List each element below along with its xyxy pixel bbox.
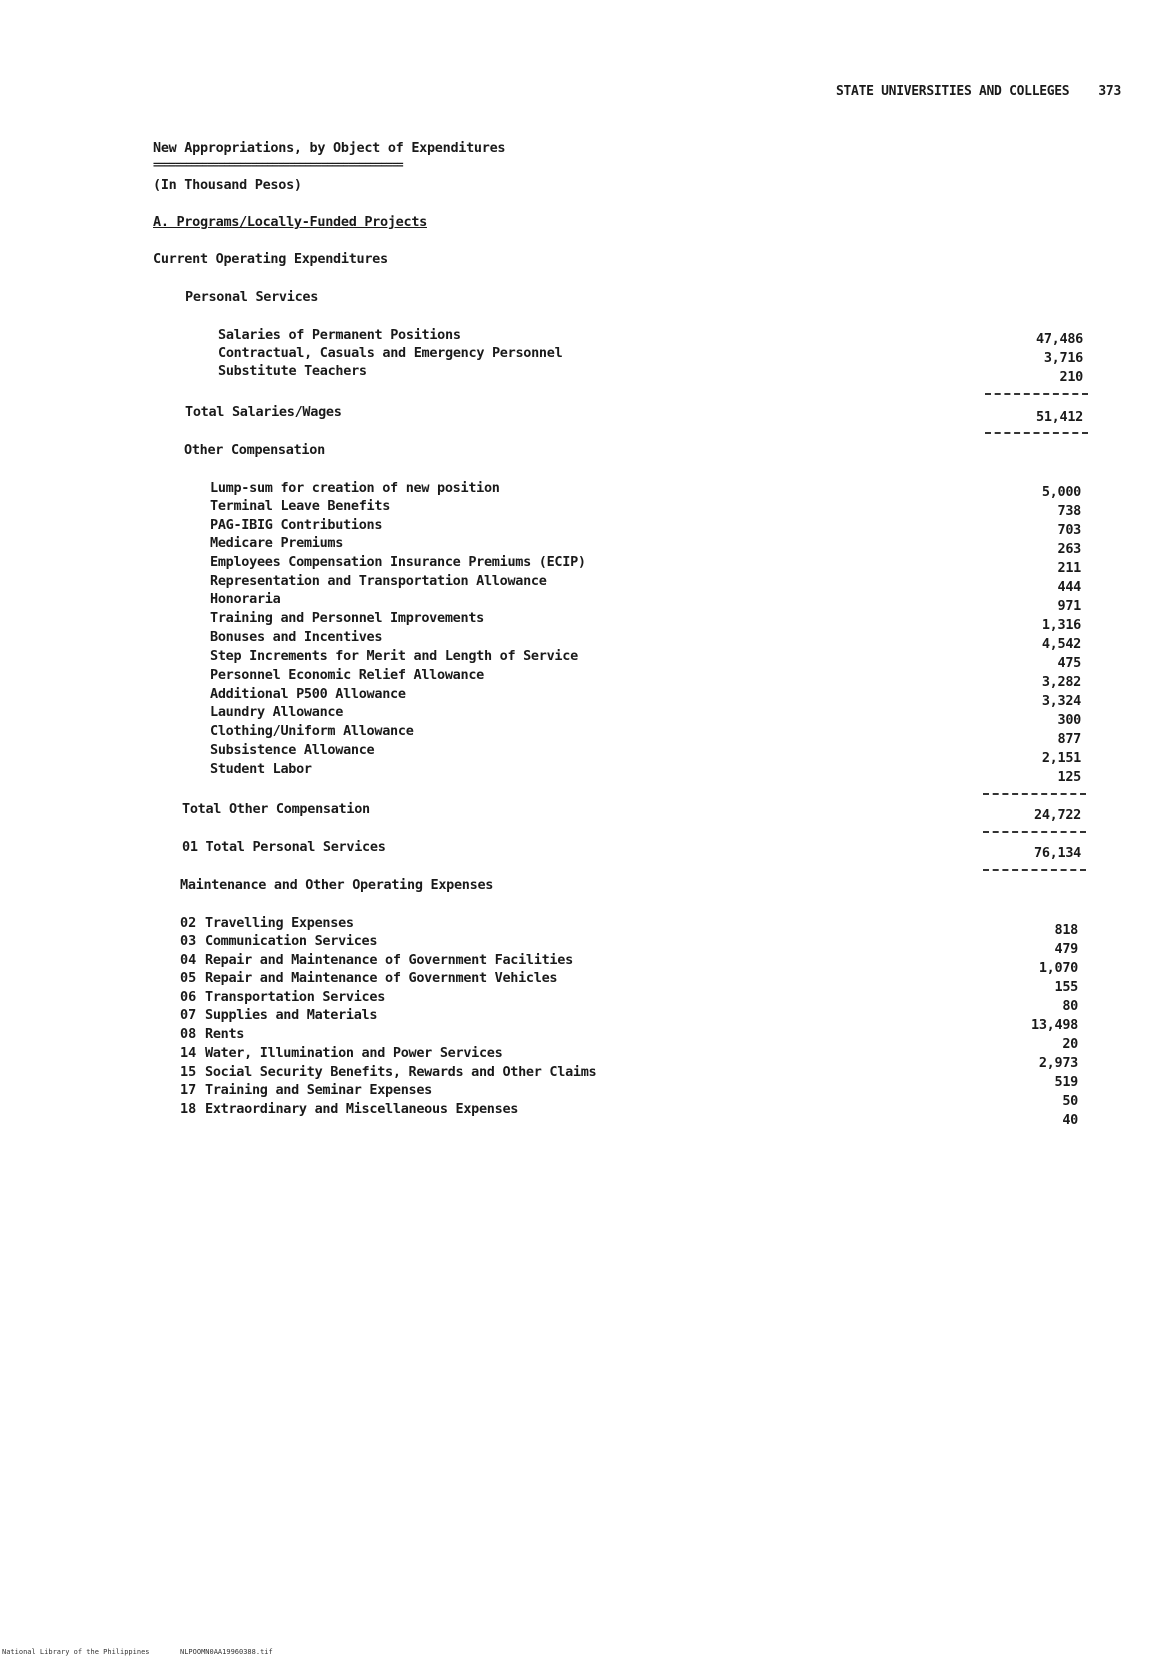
- total-other-compensation-label: Total Other Compensation: [182, 801, 370, 817]
- mooe-label: Social Security Benefits, Rewards and Other Claims: [205, 1064, 597, 1080]
- total-other-compensation-value: 24,722: [1034, 807, 1081, 823]
- mooe-value: 40: [1062, 1112, 1078, 1128]
- title-rule: ==============================================: [153, 158, 403, 171]
- other-comp-label: Student Labor: [210, 761, 312, 777]
- total-personal-services-value: 76,134: [1034, 845, 1081, 861]
- mooe-label: Repair and Maintenance of Government Vehicles: [205, 970, 558, 986]
- other-comp-label: Bonuses and Incentives: [210, 629, 383, 645]
- mooe-label: Travelling Expenses: [205, 915, 354, 931]
- mooe-label: Repair and Maintenance of Government Facilities: [205, 952, 573, 968]
- other-comp-label: Subsistence Allowance: [210, 742, 375, 758]
- section-title: STATE UNIVERSITIES AND COLLEGES: [836, 84, 1070, 99]
- other-comp-value: 971: [1057, 598, 1081, 614]
- mooe-code: 04: [180, 952, 197, 968]
- footer-library: National Library of the Philippines: [2, 1648, 150, 1656]
- mooe-label: Training and Seminar Expenses: [205, 1082, 433, 1098]
- mooe-label: Rents: [205, 1026, 245, 1042]
- mooe-value: 519: [1054, 1074, 1078, 1090]
- other-comp-value: 4,542: [1041, 636, 1081, 652]
- mooe-heading: Maintenance and Other Operating Expenses: [180, 877, 494, 893]
- footer-filename: NLPOOMN0AA19960388.tif: [180, 1648, 273, 1656]
- other-comp-label: Training and Personnel Improvements: [210, 610, 484, 626]
- program-heading: A. Programs/Locally-Funded Projects: [153, 214, 427, 230]
- other-comp-value: 3,324: [1041, 693, 1081, 709]
- total-salaries-value: 51,412: [1036, 409, 1083, 425]
- mooe-code: 05: [180, 970, 197, 986]
- other-comp-label: Terminal Leave Benefits: [210, 498, 391, 514]
- other-comp-value: 5,000: [1041, 484, 1081, 500]
- other-comp-value: 475: [1057, 655, 1081, 671]
- other-comp-value: 263: [1057, 541, 1081, 557]
- other-comp-label: Representation and Transportation Allowance: [210, 573, 547, 589]
- mooe-value: 13,498: [1031, 1017, 1078, 1033]
- other-comp-label: Laundry Allowance: [210, 704, 344, 720]
- salary-item-label: Contractual, Casuals and Emergency Personnel: [218, 345, 563, 361]
- salary-item-value: 210: [1059, 369, 1083, 385]
- document-title: New Appropriations, by Object of Expenditures: [153, 140, 506, 156]
- other-comp-label: Step Increments for Merit and Length of Service: [210, 648, 578, 664]
- other-comp-label: PAG-IBIG Contributions: [210, 517, 383, 533]
- other-comp-value: 3,282: [1041, 674, 1081, 690]
- subtotal-rule: [985, 393, 1088, 395]
- mooe-label: Supplies and Materials: [205, 1007, 378, 1023]
- salary-item-label: Salaries of Permanent Positions: [218, 327, 461, 343]
- other-comp-value: 703: [1057, 522, 1081, 538]
- running-header: [836, 84, 1121, 100]
- subtotal-rule: [983, 831, 1086, 833]
- mooe-value: 50: [1062, 1093, 1078, 1109]
- mooe-value: 1,070: [1038, 960, 1078, 976]
- other-comp-value: 444: [1057, 579, 1081, 595]
- other-comp-label: Honoraria: [210, 591, 281, 607]
- mooe-code: 02: [180, 915, 197, 931]
- other-comp-value: 125: [1057, 769, 1081, 785]
- other-comp-value: 738: [1057, 503, 1081, 519]
- page-number: 373: [1098, 84, 1121, 99]
- mooe-value: 20: [1062, 1036, 1078, 1052]
- total-salaries-label: Total Salaries/Wages: [185, 404, 342, 420]
- mooe-code: 03: [180, 933, 197, 949]
- mooe-value: 80: [1062, 998, 1078, 1014]
- mooe-label: Extraordinary and Miscellaneous Expenses: [205, 1101, 519, 1117]
- mooe-code: 15: [180, 1064, 197, 1080]
- mooe-code: 08: [180, 1026, 197, 1042]
- current-operating-heading: Current Operating Expenditures: [153, 251, 388, 267]
- other-comp-label: Lump-sum for creation of new position: [210, 480, 500, 496]
- total-personal-services-label: 01 Total Personal Services: [182, 839, 386, 855]
- mooe-value: 2,973: [1038, 1055, 1078, 1071]
- mooe-value: 818: [1054, 922, 1078, 938]
- subtotal-rule: [985, 432, 1088, 434]
- salary-item-value: 47,486: [1036, 331, 1083, 347]
- other-comp-label: Clothing/Uniform Allowance: [210, 723, 414, 739]
- mooe-code: 18: [180, 1101, 197, 1117]
- mooe-label: Communication Services: [205, 933, 378, 949]
- other-compensation-heading: Other Compensation: [184, 442, 325, 458]
- mooe-code: 07: [180, 1007, 197, 1023]
- subtotal-rule: [983, 793, 1086, 795]
- subtotal-rule: [983, 869, 1086, 871]
- other-comp-label: Employees Compensation Insurance Premiums (ECIP): [210, 554, 586, 570]
- salary-item-label: Substitute Teachers: [218, 363, 367, 379]
- other-comp-value: 877: [1057, 731, 1081, 747]
- other-comp-label: Medicare Premiums: [210, 535, 344, 551]
- other-comp-value: 300: [1057, 712, 1081, 728]
- other-comp-value: 2,151: [1041, 750, 1081, 766]
- other-comp-label: Additional P500 Allowance: [210, 686, 406, 702]
- mooe-code: 17: [180, 1082, 197, 1098]
- mooe-code: 06: [180, 989, 197, 1005]
- other-comp-value: 211: [1057, 560, 1081, 576]
- mooe-value: 155: [1054, 979, 1078, 995]
- other-comp-label: Personnel Economic Relief Allowance: [210, 667, 484, 683]
- personal-services-heading: Personal Services: [185, 289, 319, 305]
- mooe-label: Transportation Services: [205, 989, 386, 1005]
- mooe-label: Water, Illumination and Power Services: [205, 1045, 503, 1061]
- mooe-code: 14: [180, 1045, 197, 1061]
- mooe-value: 479: [1054, 941, 1078, 957]
- salary-item-value: 3,716: [1043, 350, 1083, 366]
- other-comp-value: 1,316: [1041, 617, 1081, 633]
- unit-note: (In Thousand Pesos): [153, 177, 302, 193]
